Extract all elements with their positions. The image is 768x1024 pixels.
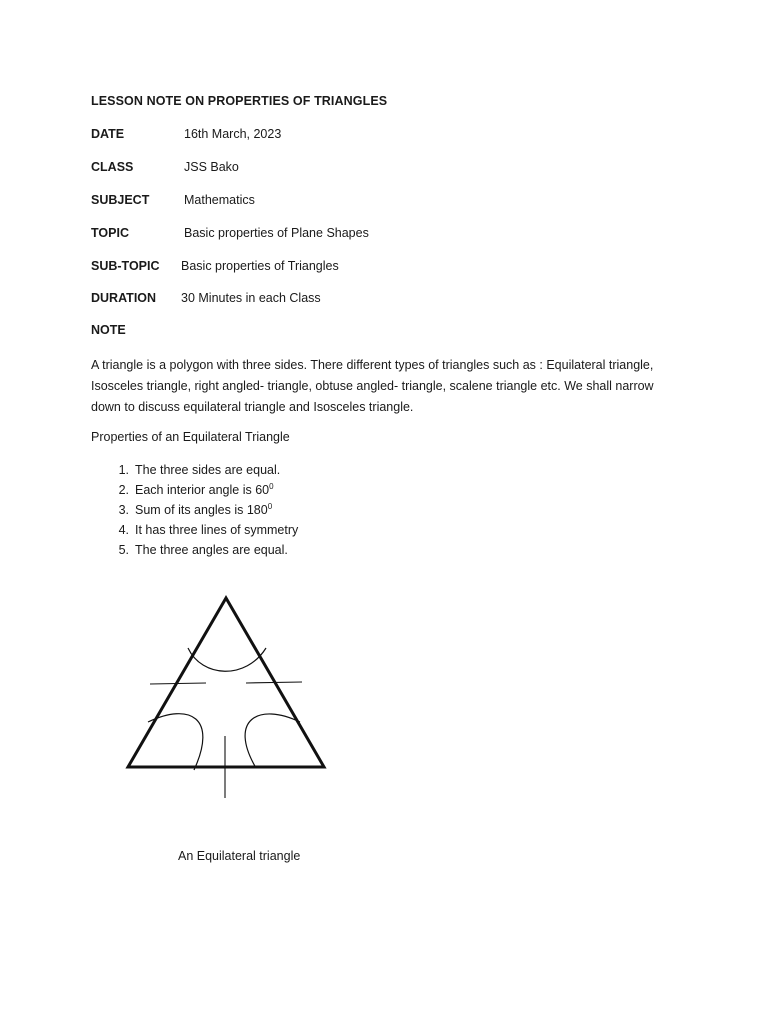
meta-value: Basic properties of Triangles bbox=[181, 259, 339, 273]
list-text-body: Sum of its angles is 180 bbox=[135, 503, 268, 517]
list-number: 5. bbox=[118, 543, 129, 557]
meta-value: JSS Bako bbox=[184, 160, 239, 174]
meta-key: SUBJECT bbox=[91, 193, 150, 207]
list-text bbox=[135, 461, 280, 479]
meta-value: Basic properties of Plane Shapes bbox=[184, 226, 369, 240]
degree-superscript: 0 bbox=[267, 502, 273, 511]
list-text-body: Each interior angle is 60 bbox=[135, 483, 270, 497]
list-text-body: The three angles are equal. bbox=[135, 543, 288, 557]
list-text bbox=[135, 481, 274, 499]
meta-key: TOPIC bbox=[91, 226, 129, 240]
list-text bbox=[135, 521, 298, 539]
equilateral-triangle-figure bbox=[120, 590, 340, 810]
list-number: 3. bbox=[118, 503, 129, 517]
list-text-body: The three sides are equal. bbox=[135, 463, 281, 477]
properties-heading: Properties of an Equilateral Triangle bbox=[91, 430, 290, 444]
figure-caption: An Equilateral triangle bbox=[178, 849, 301, 863]
bottom-right-angle-arc bbox=[245, 714, 300, 768]
list-text bbox=[135, 541, 288, 559]
list-text-body: It has three lines of symmetry bbox=[135, 523, 299, 537]
lesson-title: LESSON NOTE ON PROPERTIES OF TRIANGLES bbox=[91, 94, 388, 108]
meta-key: CLASS bbox=[91, 160, 134, 174]
meta-value: 16th March, 2023 bbox=[184, 127, 282, 141]
list-text bbox=[135, 501, 272, 519]
meta-key: SUB-TOPIC bbox=[91, 259, 160, 273]
list-number: 1. bbox=[118, 463, 129, 477]
degree-superscript: 0 bbox=[269, 482, 274, 491]
top-angle-arc bbox=[188, 648, 266, 671]
tick-right-side bbox=[246, 682, 302, 683]
meta-value: 30 Minutes in each Class bbox=[181, 291, 321, 305]
note-label: NOTE bbox=[91, 323, 126, 337]
meta-key: DATE bbox=[91, 127, 125, 141]
list-number: 2. bbox=[118, 483, 129, 497]
bottom-left-angle-arc bbox=[148, 714, 203, 770]
list-number: 4. bbox=[118, 523, 129, 537]
tick-left-side bbox=[150, 683, 206, 684]
meta-value: Mathematics bbox=[184, 193, 255, 207]
meta-key: DURATION bbox=[91, 291, 157, 305]
intro-paragraph: A triangle is a polygon with three sides. There different types of triangles such as : Equilateral triangle, Isosceles triangle, right angled- triangle, obtuse angled- triangle, scalene triangle etc. We shall narrow down to discuss equilateral triangle and Isosceles triangle. bbox=[91, 358, 654, 414]
